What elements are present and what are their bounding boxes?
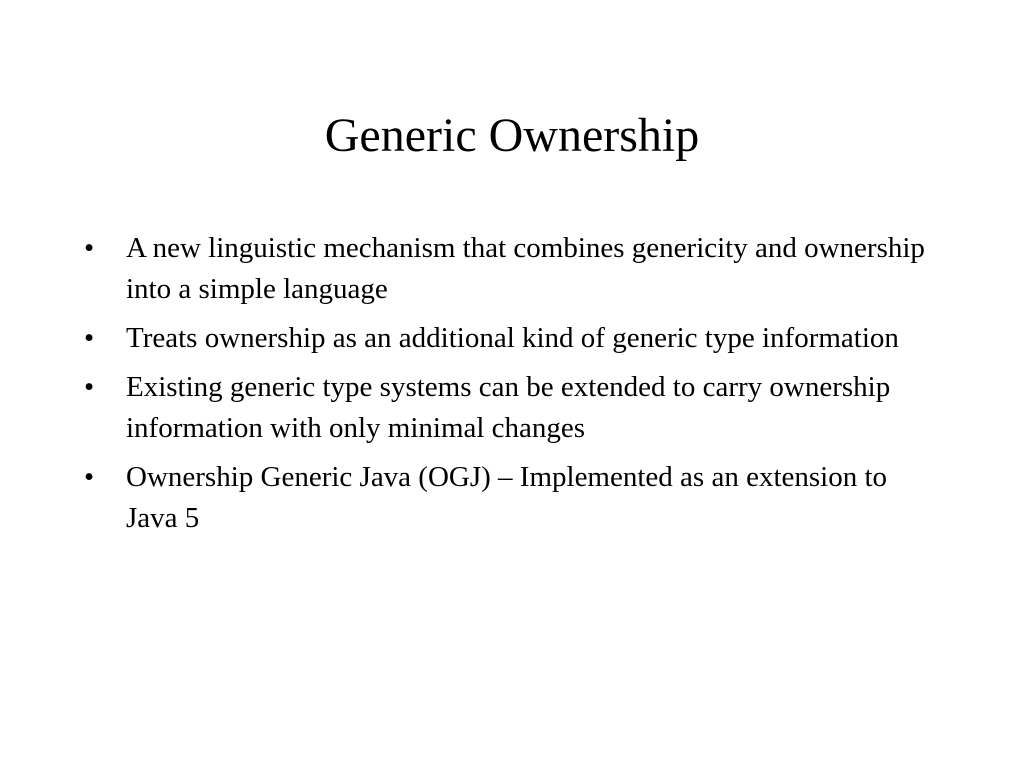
bullet-icon: • <box>84 232 95 264</box>
bullet-icon: • <box>84 322 95 354</box>
bullet-item <box>84 228 944 310</box>
bullet-item <box>84 367 944 449</box>
bullet-text: Existing generic type systems can be extended to carry ownership information with only minimal changes <box>126 371 891 444</box>
bullet-list <box>84 228 944 547</box>
slide-title: Generic Ownership <box>324 109 700 162</box>
bullet-text: Treats ownership as an additional kind of generic type information <box>126 322 899 354</box>
bullet-icon: • <box>84 371 95 403</box>
bullet-icon: • <box>84 461 95 493</box>
bullet-item <box>84 457 944 539</box>
bullet-text: A new linguistic mechanism that combines genericity and ownership into a simple language <box>126 232 925 305</box>
bullet-item <box>84 318 944 359</box>
bullet-text: Ownership Generic Java (OGJ) – Implemented as an extension to Java 5 <box>126 461 888 534</box>
